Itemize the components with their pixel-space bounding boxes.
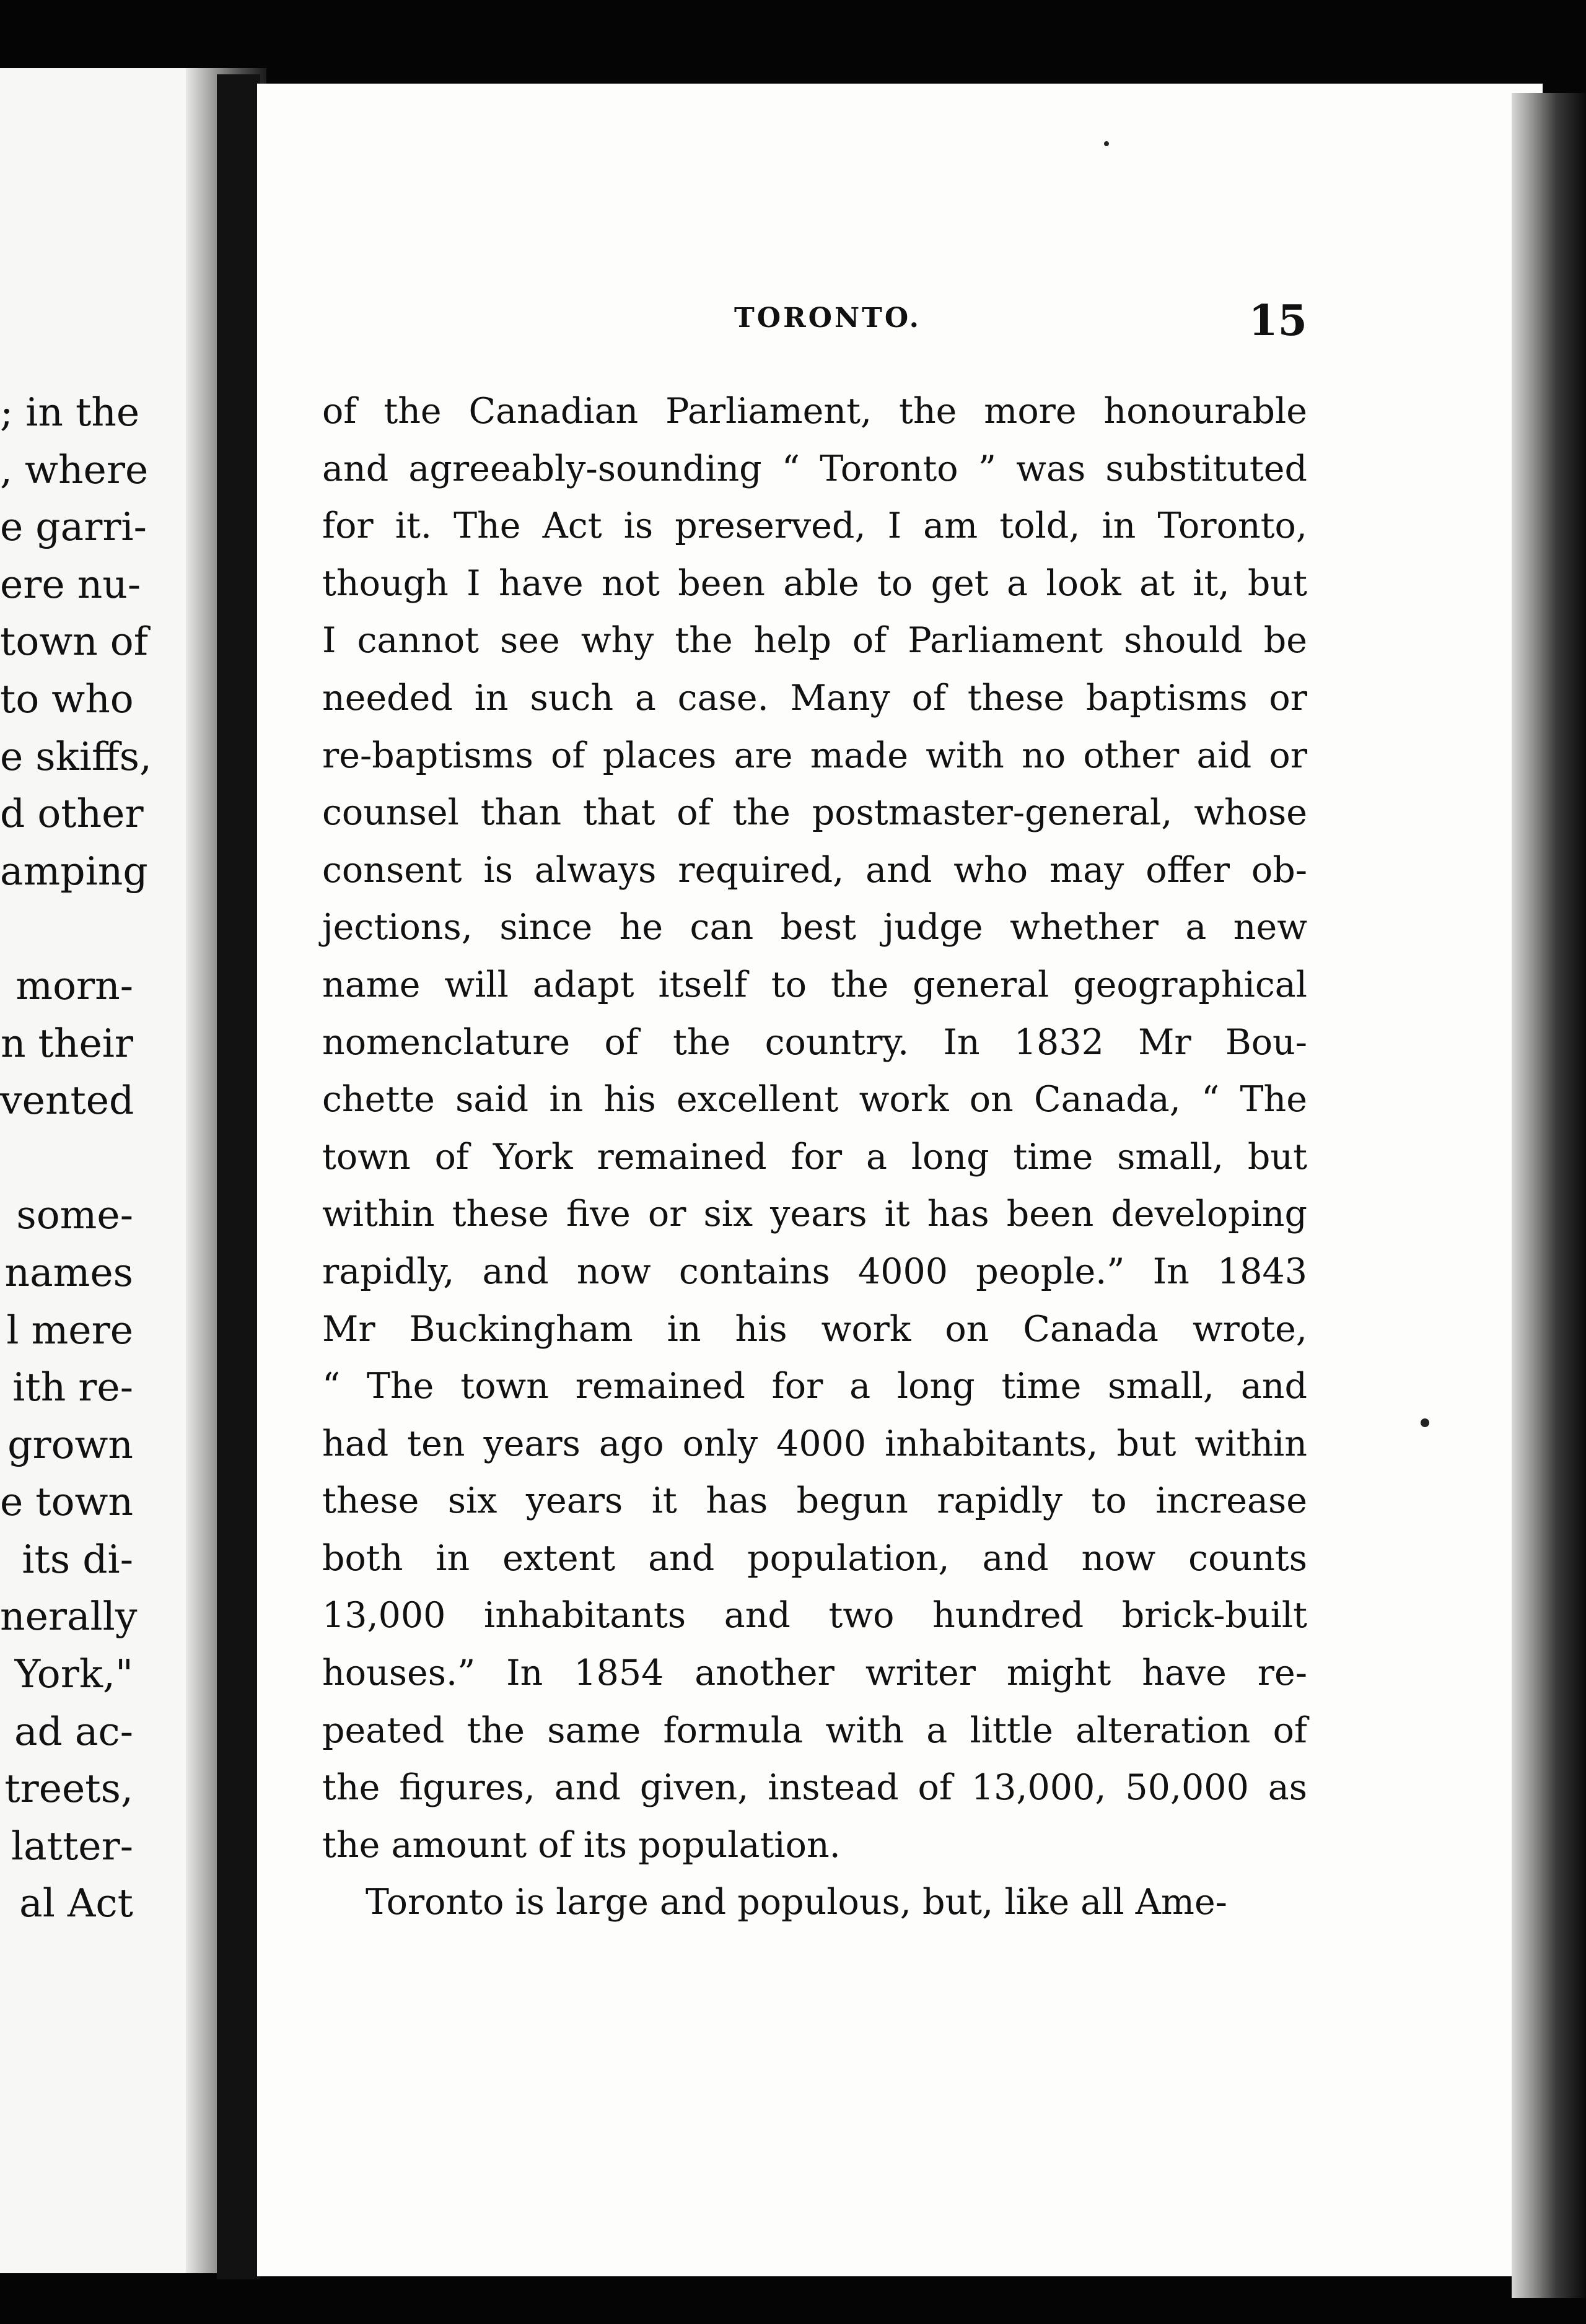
- previous-page-line: n their: [0, 1020, 133, 1066]
- text-line: the figures, and given, instead of 13,000, 50,000 as: [322, 1767, 1307, 1809]
- text-line: and agreeably-sounding “ Toronto ” was substituted: [322, 448, 1307, 489]
- text-line: houses.” In 1854 another writer might have re-: [322, 1653, 1307, 1694]
- previous-page-line: [0, 1130, 133, 1187]
- previous-page-line: ere nu-: [0, 561, 141, 607]
- text-line: nomenclature of the country. In 1832 Mr Bou-: [322, 1021, 1307, 1063]
- text-line: had ten years ago only 4000 inhabitants, but within: [322, 1423, 1307, 1464]
- text-line: jections, since he can best judge whether a new: [322, 907, 1307, 948]
- running-head: [322, 296, 1307, 352]
- previous-page-line: ad ac-: [14, 1708, 133, 1754]
- previous-page-line: town of: [0, 619, 149, 665]
- print-speck: [1104, 141, 1109, 146]
- previous-page-line: ; in the: [0, 390, 140, 435]
- previous-page-line: l mere: [6, 1307, 133, 1353]
- book-gutter: [217, 74, 260, 2279]
- previous-page-line: latter-: [11, 1823, 133, 1869]
- previous-page-line: its di-: [22, 1536, 133, 1582]
- previous-page-line: treets,: [4, 1766, 133, 1812]
- previous-page-line: morn-: [15, 963, 133, 1008]
- previous-page-line: , where: [0, 447, 149, 492]
- text-line: Mr Buckingham in his work on Canada wrote,: [322, 1308, 1307, 1350]
- text-line: of the Canadian Parliament, the more honourable: [322, 391, 1307, 432]
- previous-page-line: amping: [0, 848, 148, 894]
- previous-page-line: to who: [0, 676, 134, 722]
- previous-page-line: e skiffs,: [0, 733, 152, 779]
- text-line: rapidly, and now contains 4000 people.” In 1843: [322, 1251, 1307, 1292]
- previous-page-line: some-: [16, 1192, 133, 1238]
- text-line-paragraph-end: the amount of its population.: [322, 1824, 841, 1866]
- text-line: I cannot see why the help of Parliament should be: [322, 620, 1307, 662]
- running-head-title: TORONTO.: [734, 302, 921, 334]
- previous-page-line: grown: [7, 1422, 133, 1467]
- text-line: though I have not been able to get a look at it, but: [322, 562, 1307, 604]
- text-line: chette said in his excellent work on Canada, “ The: [322, 1079, 1307, 1120]
- text-line: re-baptisms of places are made with no other aid or: [322, 735, 1307, 776]
- print-speck: [1421, 1418, 1429, 1427]
- text-line: name will adapt itself to the general geographical: [322, 964, 1307, 1005]
- page-body-text: [322, 383, 1307, 1931]
- text-line: town of York remained for a long time small, but: [322, 1136, 1307, 1177]
- previous-page-line: York,": [14, 1651, 133, 1697]
- text-line: for it. The Act is preserved, I am told, in Toronto,: [322, 505, 1307, 547]
- page-edge-shadow: [1512, 93, 1586, 2298]
- text-line: needed in such a case. Many of these baptisms or: [322, 677, 1307, 719]
- text-line: “ The town remained for a long time small, and: [322, 1366, 1307, 1407]
- previous-page-line: d other: [0, 791, 144, 837]
- text-line: 13,000 inhabitants and two hundred brick-built: [322, 1595, 1307, 1636]
- text-line-new-paragraph: Toronto is large and populous, but, like all Ame-: [366, 1882, 1227, 1923]
- text-line: these six years it has begun rapidly to increase: [322, 1480, 1307, 1522]
- page-number: 15: [1248, 296, 1307, 346]
- previous-page-line: e garri-: [0, 504, 147, 550]
- previous-page-line: vented: [0, 1078, 134, 1124]
- previous-page-line: [0, 900, 133, 958]
- text-line: both in extent and population, and now counts: [322, 1537, 1307, 1579]
- text-line: within these five or six years it has been developing: [322, 1194, 1307, 1235]
- text-line: counsel than that of the postmaster-general, whose: [322, 792, 1307, 834]
- previous-page-line: nerally: [0, 1594, 138, 1640]
- previous-page-line: names: [4, 1249, 133, 1295]
- previous-page-text: [0, 384, 152, 1933]
- previous-page-line: al Act: [19, 1881, 133, 1926]
- text-line: peated the same formula with a little alteration of: [322, 1710, 1307, 1751]
- previous-page-line: e town: [0, 1479, 134, 1525]
- previous-page-line: ith re-: [12, 1365, 133, 1410]
- text-line: consent is always required, and who may offer ob-: [322, 849, 1307, 891]
